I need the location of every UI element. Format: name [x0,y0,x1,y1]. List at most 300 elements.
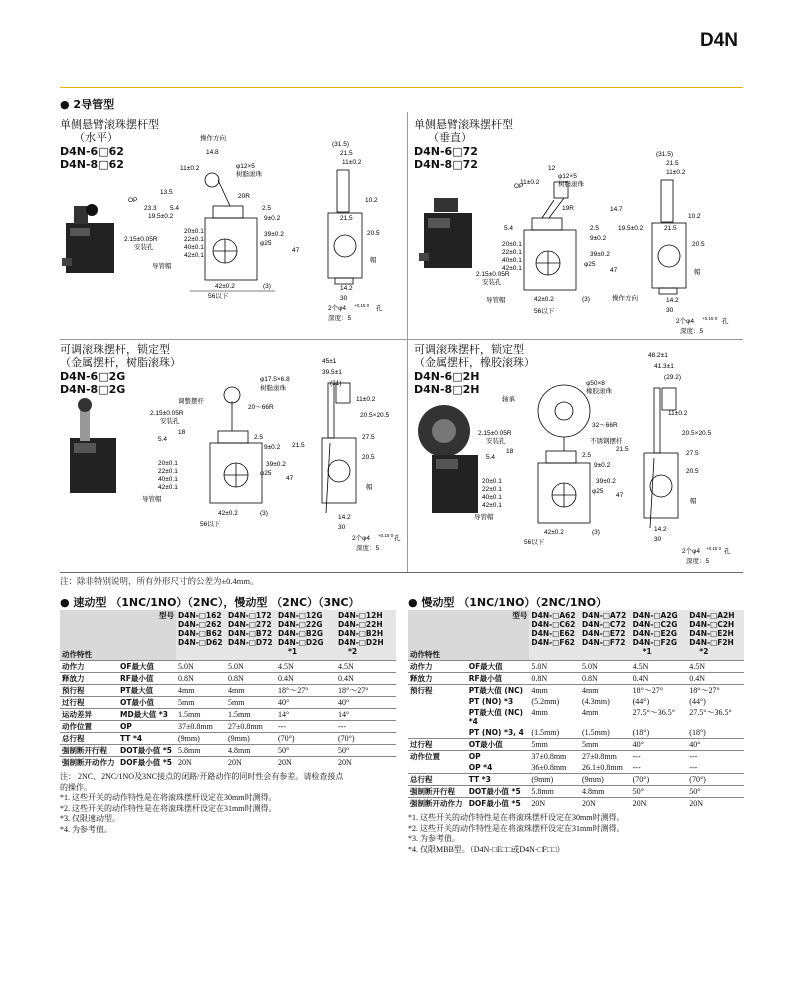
label-mount-hole-2: 安装孔 [482,279,502,286]
panel-divider-horizontal [60,339,743,340]
table-row [60,661,396,673]
row-sub: OP [118,721,176,733]
dim-39: 39±0.2 [590,251,610,258]
model-column-header [336,610,396,661]
dim-12: 12 [548,165,556,172]
row-value: 0.4N [631,673,688,685]
dim-47: 47 [286,475,294,482]
label-holes: 2个φ4 [352,535,370,542]
row-sub: TT *3 [467,774,530,786]
label-hole-suffix: 孔 [722,318,729,325]
row-value: 50° [687,786,744,798]
model-code: D4N-□D2H [338,638,384,647]
dim-r: 20～66R [248,404,274,411]
side-view [328,170,362,284]
label-mount-hole-2: 安装孔 [160,418,180,425]
dim-40: 40±0.1 [502,257,522,264]
row-value: 18°～27° [276,685,336,697]
panel-subtitle: （垂直） [428,131,472,144]
row-value: 5.0N [176,661,226,673]
row-value: 1.5mm [176,709,226,721]
label-bearing: 轴承 [502,396,515,403]
right-spec-table [408,610,744,809]
right-table-title: ● 慢动型 （1NC/1NO）（2NC/1NO） [408,596,608,609]
model-code: D4N-□F72 [582,638,626,647]
row-sub: PT最大值 (NC) *4 [468,708,524,726]
row-value: (1.5mm) [582,728,610,737]
table-row [408,696,744,707]
row-value: 18°～27° [687,685,744,697]
dim-56: 56以下 [200,521,221,528]
label-holes: 2个φ4 [682,548,700,555]
dim-3: (3) [582,296,590,303]
dim-9: 9±0.2 [264,444,281,451]
label-roller-material: 树脂滚珠 [260,385,286,392]
dim-30: 30 [340,295,348,302]
dim-2-5: 2.5 [590,225,600,232]
row-value: 0.8N [226,673,276,685]
dim-20-5: 20.5 [692,241,705,248]
row-value: (70°) [631,774,688,786]
table-row [408,685,744,697]
label-roller: φ17.5×6.8 [260,376,290,383]
row-value: 20N [580,798,631,810]
row-name: 过行程 [408,739,467,751]
dim-22: 22±0.1 [482,486,502,493]
header-rule [60,87,743,88]
label-cap: 帽 [370,257,377,264]
row-sub: MD最大值 *3 [118,709,176,721]
row-value: 5.0N [226,661,276,673]
row-value: 4.5N [276,661,336,673]
model-code: D4N-□B62 [178,629,223,638]
dim-20-5x20-5: 20.5×20.5 [682,430,712,437]
model-code: D4N-□C2H [689,620,735,629]
model-code: D4N-□C2G [632,620,678,629]
label-roller: φ50×8 [586,380,605,387]
label-depth: 深度：5 [356,545,380,552]
model-code: D4N-□B2H [338,629,384,638]
row-name: 强制断开动作力 [60,757,118,769]
row-value: (70°) [336,733,396,745]
row-sub: OT最小值 [118,697,176,709]
switch-photo [419,198,472,268]
row-value: (70°) [687,774,744,786]
table-row [60,745,396,757]
model-code: D4N-□D2G [278,638,324,647]
row-value: --- [336,721,396,733]
dim-31: (31) [330,380,342,387]
note-line: *4. 仅限MBB型。（D4N-□E□□或D4N-□F□□） [408,844,565,854]
dim-phi25: φ25 [584,261,596,268]
model-column-header [631,610,688,661]
row-sub: PT (NO) *3 [468,697,514,706]
table-row [60,685,396,697]
table-row [60,673,396,685]
table-row [408,727,744,739]
dim-2-5: 2.5 [254,434,264,441]
dim-42b: 42±0.2 [534,296,554,303]
dim-56: 56以下 [534,308,555,315]
row-name: 强制断开动作力 [408,798,467,810]
row-name: 释放力 [408,673,467,685]
row-value: 27±0.8mm [226,721,276,733]
panel-title: 可调滚珠摆杆，锁定型 [60,343,170,356]
row-value: 5.0N [529,661,580,673]
dim-2-5: 2.5 [582,452,592,459]
row-value: 5mm [529,739,580,751]
panel-subtitle: （水平） [74,131,118,144]
row-value: 0.8N [580,673,631,685]
row-name: 释放力 [60,673,118,685]
dim-39: 39±0.2 [266,461,286,468]
row-value: 5mm [580,739,631,751]
dim-3: (3) [592,529,600,536]
row-value: 18°～27° [336,685,396,697]
panel-title: 单侧悬臂滚珠摆杆型 [414,118,513,131]
switch-photo [418,405,478,513]
model-code: D4N-□D72 [228,638,273,647]
label-op: OP [128,197,138,204]
dim-11: 11±0.2 [520,179,540,186]
front-view [524,182,576,290]
dim-20: 20±0.1 [482,478,502,485]
dim-22: 22±0.1 [502,249,522,256]
row-name [408,696,467,707]
model-column-header [529,610,580,661]
model-code: D4N-□B72 [228,629,273,638]
row-value: 4.5N [687,661,744,673]
label-lever: 不锈钢摆杆 [590,438,623,445]
dim-11b: 11±0.2 [342,159,362,166]
table-row [408,798,744,810]
dim-20: 20±0.1 [502,241,522,248]
label-hole-suffix: 孔 [724,548,731,555]
dim-42: 42±0.1 [482,502,502,509]
row-value: --- [689,763,698,772]
dim-op: OP [514,183,524,190]
panel-model-2: D4N-8□2H [414,383,480,396]
row-value: (9mm) [580,774,631,786]
dim-14-2: 14.2 [340,285,353,292]
row-value: (9mm) [176,733,226,745]
row-value: 20N [276,757,336,769]
row-name [408,727,467,739]
label-mount-hole: 2.15±0.05R [476,271,510,278]
row-value: 20N [336,757,396,769]
row-value: 5mm [226,697,276,709]
row-value: --- [276,721,336,733]
model-code: D4N-□C62 [531,620,576,629]
dim-phi25: φ25 [260,470,272,477]
panel-adjustable-resin-roller [60,343,405,571]
dim-39: 39±0.2 [596,478,616,485]
table-row [408,739,744,751]
row-value: 36±0.8mm [531,763,567,772]
model-column-header [226,610,276,661]
dim-phi25: φ25 [592,488,604,495]
dim-27-5: 27.5 [362,434,375,441]
label-conduit-cap: 导管帽 [142,496,162,503]
row-sub: OF最大值 [118,661,176,673]
row-value: 40° [276,697,336,709]
dim-47: 47 [616,492,624,499]
model-column-header [687,610,744,661]
dim-18: 18 [178,429,186,436]
row-value: 4.5N [336,661,396,673]
label-depth: 深度：5 [680,328,704,335]
row-value: 4mm [529,685,580,697]
row-value: (9mm) [529,774,580,786]
row-value: 50° [631,786,688,798]
label-roller-material: 树脂滚珠 [236,171,262,178]
model-label: 型号 [512,611,528,620]
row-value: 40° [336,697,396,709]
row-sub: PT最大值 (NC) [467,685,530,697]
dim-20-5x20-5: 20.5×20.5 [360,412,390,419]
dimension-drawing [414,343,744,571]
dim-19r: 19R [562,205,574,212]
dim-30: 30 [338,524,346,531]
panel-model-2: D4N-8□2G [60,383,126,396]
row-value: (70°) [276,733,336,745]
row-value: 4mm [176,685,226,697]
dim-31-5: (31.5) [332,141,349,148]
row-value: 1.5mm [226,709,276,721]
row-name: 动作力 [60,661,118,673]
label-holes: 2个φ4 [328,305,346,312]
row-name: 过行程 [60,697,118,709]
characteristic-label: 动作特性 [410,650,440,659]
dim-47: 47 [292,247,300,254]
dim-20: 20±0.1 [158,460,178,467]
row-value: 5.0N [580,661,631,673]
section-title: ● 2导管型 [60,98,115,111]
dim-10-2: 10.2 [688,213,701,220]
row-name: 总行程 [408,774,467,786]
dim-30: 30 [654,536,662,543]
label-mount-hole: 2.15±0.05R [478,430,512,437]
dim-5-4: 5.4 [158,436,168,443]
model-column-header [580,610,631,661]
switch-photo [62,204,114,273]
model-code: D4N-□A72 [582,611,627,620]
row-value: 26.1±0.8mm [582,763,623,772]
label-hole-suffix: 孔 [394,535,401,542]
row-value: 0.8N [176,673,226,685]
right-table-notes [408,813,748,855]
table-row [408,707,744,727]
note-line: *4. 为参考值。 [60,824,112,834]
row-value: 0.8N [529,673,580,685]
row-sub: OT最小值 [467,739,530,751]
dim-27-5: 27.5 [686,450,699,457]
row-name: 强制断开行程 [60,745,118,757]
label-roller: φ12×5 [236,163,255,170]
label-mount-hole: 2.15±0.05R [150,410,184,417]
row-sub: DOF最小值 *5 [118,757,176,769]
dim-42b: 42±0.2 [544,529,564,536]
label-roller: φ12×5 [558,173,577,180]
row-name: 动作位置 [408,751,467,763]
row-sub: RF最小值 [118,673,176,685]
dim-9: 9±0.2 [594,462,611,469]
row-value: (44°) [689,697,706,706]
panel-model-2: D4N-8□72 [414,158,478,171]
row-sub: DOF最小值 *5 [467,798,530,810]
row-value: 4.8mm [226,745,276,757]
row-name: 强制断开行程 [408,786,467,798]
model-code: *1 [288,647,298,656]
dim-47: 47 [610,267,618,274]
dim-11: 11±0.2 [180,165,200,172]
row-value: 27.5°～36.5° [632,708,676,717]
table-row [60,697,396,709]
row-sub: PT最大值 [118,685,176,697]
dim-42: 42±0.1 [158,484,178,491]
label-conduit-cap: 导管帽 [152,263,172,270]
row-value: (18°) [632,728,650,737]
row-name [408,762,467,774]
row-value: 20N [631,798,688,810]
label-conduit-cap: 导管帽 [486,297,506,304]
dim-22: 22±0.1 [184,236,204,243]
row-value: 37±0.8mm [176,721,226,733]
row-sub: DOT最小值 *5 [118,745,176,757]
switch-photo [70,398,116,493]
dim-10-2: 10.2 [365,197,378,204]
dim-19-5: 19.5±0.2 [618,225,644,232]
note-line: *2. 这些开关的动作特性是在将滚珠摆杆设定在31mm时测得。 [60,803,277,813]
panel-adjustable-rubber-roller [414,343,744,571]
dim-11b: 11±0.2 [666,169,686,176]
label-lever: 调整摆杆 [178,398,204,405]
panel-subtitle: （金属摆杆，树脂滚珠） [60,356,181,369]
panel-single-lever-vertical [414,118,744,338]
row-value: 4mm [531,708,548,717]
model-code: D4N-□22G [278,620,323,629]
panel-single-lever-horizontal [60,118,405,338]
label-hole-tol: +0.15 0 [702,316,718,321]
label-direction: 操作方向 [200,135,226,142]
label-mount-hole: 2.15±0.05R [124,236,158,243]
label-mount-hole-2: 安装孔 [486,438,506,445]
row-value: 37±0.8mm [529,751,580,763]
row-name: 预行程 [408,685,467,697]
dim-5-4: 5.4 [486,454,496,461]
model-code: D4N-□12H [338,611,383,620]
dim-23-3: 23.3 [144,205,157,212]
row-value: 20N [226,757,276,769]
dim-13-5: 13.5 [160,189,173,196]
row-value: 0.4N [336,673,396,685]
table-header-row [408,610,744,661]
dim-41-3: 41.3±1 [654,363,674,370]
label-cap: 帽 [690,498,697,505]
table-row [60,733,396,745]
dim-21-5: 21.5 [340,150,353,157]
page-title: D4N [699,30,738,51]
dim-11: 11±0.2 [356,396,376,403]
model-code: *2 [699,647,709,656]
model-code: D4N-□272 [228,620,272,629]
row-value: (4.3mm) [582,697,610,706]
row-value: 0.4N [276,673,336,685]
model-code: D4N-□E72 [582,629,626,638]
row-value: 14° [336,709,396,721]
panel-model-1: D4N-6□2H [414,370,480,383]
dimension-drawing [414,118,744,338]
row-sub: OP [467,751,530,763]
row-value: 0.4N [687,673,744,685]
row-sub: PT (NO) *3, 4 [468,728,524,737]
dim-21-5b: 21.5 [664,225,677,232]
row-name: 动作位置 [60,721,118,733]
row-value: 18°～27° [631,685,688,697]
table-header-row [60,610,396,661]
dim-9: 9±0.2 [590,235,607,242]
tolerance-note: 注：除非特别说明，所有外形尺寸的公差为±0.4mm。 [60,576,259,586]
row-value: 27±0.8mm [580,751,631,763]
note-line: 的操作。 [60,782,92,792]
row-value: 40° [687,739,744,751]
row-sub: OP *4 [468,763,493,772]
row-name: 预行程 [60,685,118,697]
note-line: *1. 这些开关的动作特性是在将滚珠摆杆设定在30mm时测得。 [60,793,277,802]
row-value: 50° [336,745,396,757]
dim-20r: 20R [238,193,250,200]
dim-48-2: 48.2±1 [648,352,668,359]
dim-20-5: 20.5 [686,468,699,475]
model-code: D4N-□B2G [278,629,324,638]
dim-14-2: 14.2 [338,514,351,521]
model-column-header [176,610,226,661]
label-hole-suffix: 孔 [376,305,383,312]
dim-40: 40±0.1 [184,244,204,251]
header-label-cell [60,610,176,661]
row-value: 40° [631,739,688,751]
model-code: D4N-□E62 [531,629,575,638]
row-value: 4mm [580,685,631,697]
note-line: *1. 这些开关的动作特性是在将滚珠摆杆设定在30mm时测得。 [408,813,625,822]
row-value: 20N [176,757,226,769]
model-code: D4N-□E2G [632,629,678,638]
panel-subtitle: （金属摆杆，橡胶滚珠） [414,356,535,369]
row-value: 50° [276,745,336,757]
model-column-header [276,610,336,661]
figure-bottom-rule [60,572,743,573]
note-line: *3. 仅限速动型。 [60,814,120,823]
label-hole-tol: +0.15 0 [354,303,370,308]
panel-title: 可调滚珠摆杆，锁定型 [414,343,524,356]
model-code: D4N-□F62 [531,638,575,647]
dim-11: 11±0.2 [668,410,688,417]
dim-29-2: (29.2) [664,374,681,381]
row-value: --- [687,751,744,763]
label-holes: 2个φ4 [676,318,694,325]
row-value: 4mm [226,685,276,697]
dim-56: 56以下 [524,539,545,546]
label-direction: 操作方向 [612,295,638,302]
row-name: 动作力 [408,661,467,673]
dim-42: 42±0.1 [184,252,204,259]
dim-19-5: 19.5±0.2 [148,213,174,220]
dim-21-5: 21.5 [666,160,679,167]
model-code: D4N-□A62 [531,611,576,620]
dim-14-7: 14.7 [610,206,623,213]
label-hole-tol: +0.15 0 [378,533,394,538]
model-code: D4N-□162 [178,611,222,620]
